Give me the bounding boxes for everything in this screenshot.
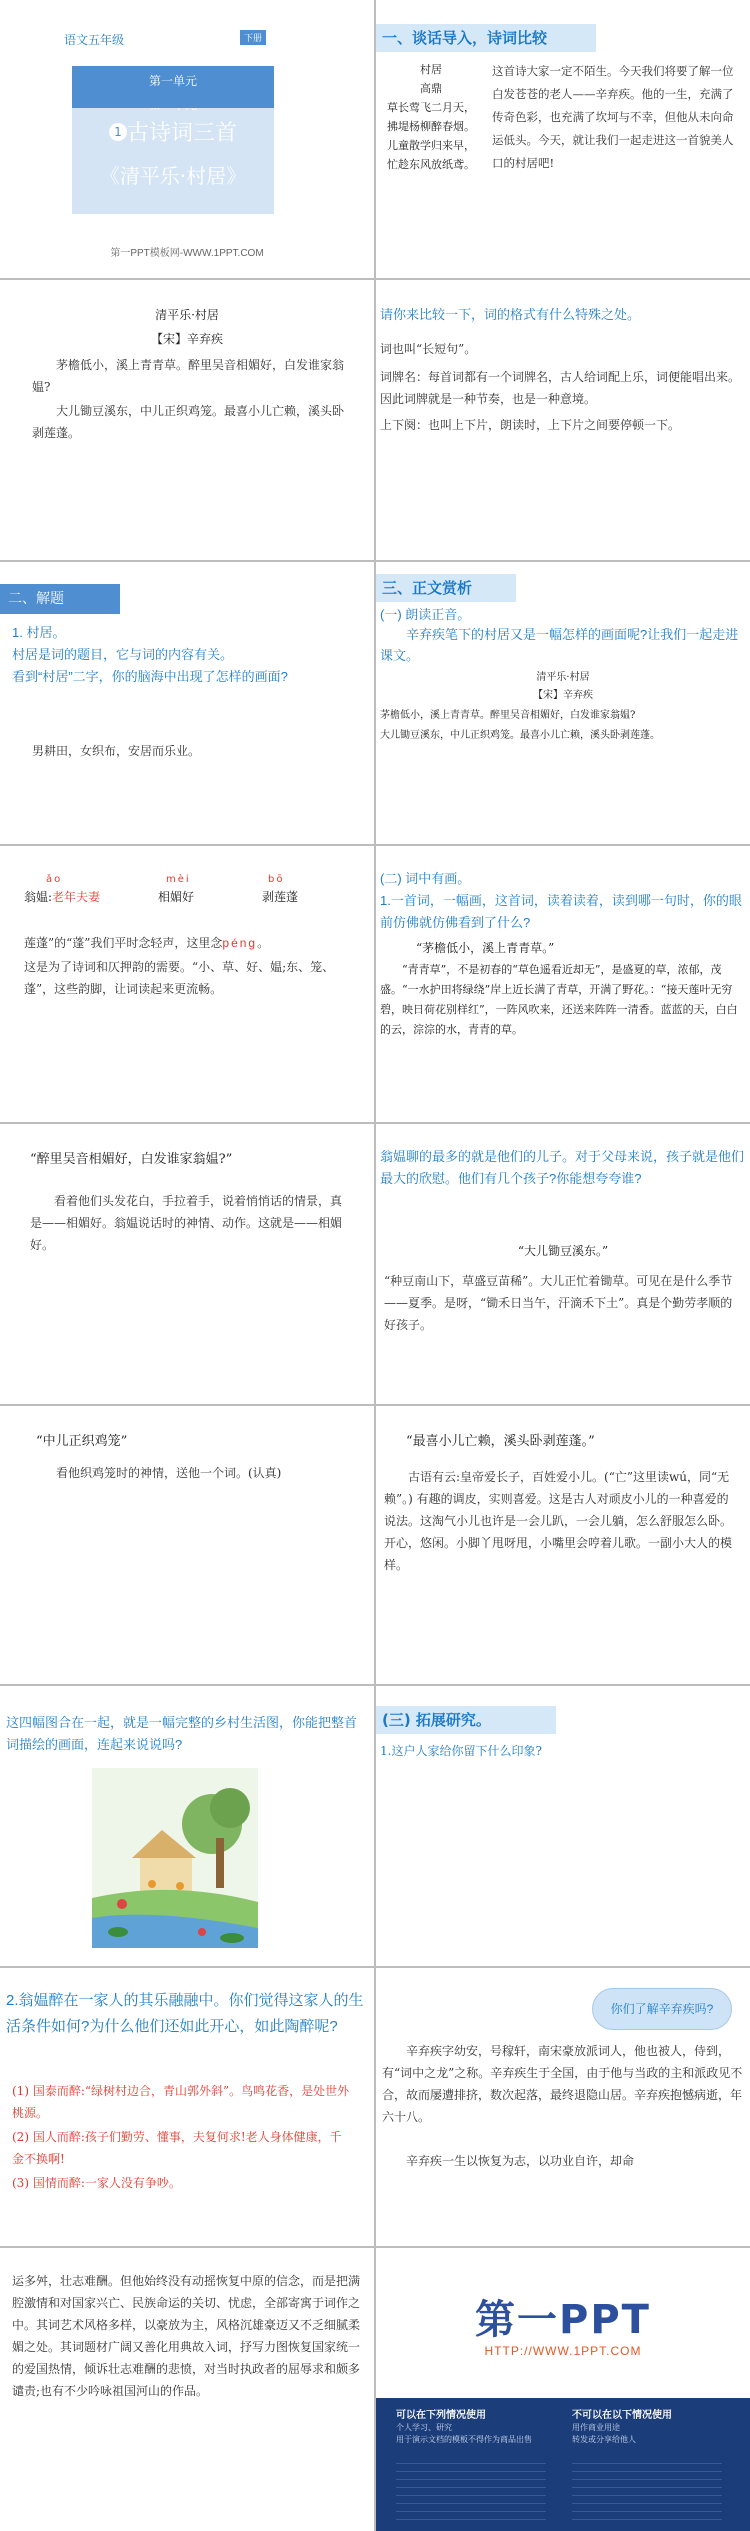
slide-author-cont <box>0 2248 374 2531</box>
slide-sons <box>376 1124 750 1404</box>
rhyme-explain: 这是为了诗词和仄押韵的需要。“小、草、好、媪;东、笼、蓬”，这些韵脚，让词读起来更流畅。 <box>24 960 335 996</box>
author-text-2: 辛弃疾一生以恢复为志，以功业自许，却命 <box>406 2154 635 2168</box>
slide-reading <box>376 562 750 844</box>
link-list-right <box>572 2456 722 2520</box>
youngest-text: 古语有云:皇帝爱长子，百姓爱小儿。(“亡”这里读wú，同“无赖”。) 有趣的调皮，实则喜爱。这是古人对顽皮小儿的一种喜爱的说法。这淘气小儿也许是一会儿趴，一会儿躺，怎么舒服怎么卧。开心，悠闲。小脚丫甩呀甩，小嘴里会哼着儿歌。一副小大人的模样。 <box>384 1470 733 1572</box>
elders-text: 看着他们头发花白，手拉着手，说着悄悄话的情景，真是——相媚好。翁媪说话时的神情、动作。这就是——相媚好。 <box>30 1194 343 1252</box>
license-cannot: 不可以在以下情况使用 <box>572 2410 672 2421</box>
link-list-left <box>396 2456 546 2520</box>
slide-youngest-son <box>376 1406 750 1684</box>
poem-title: 《清平乐·村居》 <box>99 164 247 188</box>
slide-extension <box>376 1686 750 1966</box>
lesson-title: 1 古诗词三首 <box>72 116 274 147</box>
sons-question: 翁媪聊的最多的就是他们的儿子。对于父母来说，孩子就是他们最大的欣慰。他们有几个孩子?你能想夸夸谁? <box>380 1149 745 1186</box>
poem-stanza-1: 茅檐低小，溪上青青草。醉里吴音相媚好，白发谁家翁媪? <box>380 710 636 721</box>
explain-question: 看到“村居”二字，你的脑海中出现了怎样的画面? <box>12 669 288 684</box>
sons-quote: “大儿锄豆溪东。” <box>517 1244 609 1258</box>
poem-line: 草长莺飞二月天， <box>387 101 475 114</box>
section-header: 二、解题 <box>0 584 120 614</box>
pinyin-bo: bō <box>268 874 285 885</box>
format-line: 词牌名：每首词都有一个词牌名，古人给词配上乐，词便能唱出来。因此词牌就是一种节奏，也是一种意境。 <box>380 370 741 406</box>
poem-author: 高鼎 <box>420 82 442 95</box>
imagery-question: 1.一首词，一幅画，这首词，读着读着，读到哪一句时，你的眼前仿佛就仿佛看到了什么? <box>380 893 742 930</box>
section-header: (三) 拓展研究。 <box>376 1706 556 1734</box>
slide-poem <box>0 280 374 560</box>
sons-text: “种豆南山下，草盛豆苗稀”。大儿正忙着锄草。可见在是什么季节——夏季。是呀，“锄禾日当午，汗滴禾下土”。真是个勤劳孝顺的好孩子。 <box>384 1274 733 1332</box>
lesson-number: 1 <box>109 123 127 141</box>
poem-stanza-2: 大儿锄豆溪东，中儿正织鸡笼。最喜小儿亡赖，溪头卧剥莲蓬。 <box>380 730 660 741</box>
slide-closing <box>376 2248 750 2531</box>
poem-line: 忙趁东风放纸鸢。 <box>387 158 475 171</box>
slide-reasons <box>0 1968 374 2246</box>
reason-1: (1) 国泰而醉:“绿树村边合，青山郭外斜”。鸟鸣花香，是处世外桃源。 <box>12 2084 350 2120</box>
rhyme-note: 莲蓬”的“蓬”我们平时念轻声，这里念pénɡ。 <box>24 936 270 950</box>
grade-label: 语文五年级 <box>64 33 125 47</box>
poem-line: 儿童散学归来早， <box>387 139 475 152</box>
pinyin-ao: ǎo <box>46 874 63 885</box>
slide-pinyin <box>0 846 374 1122</box>
middle-son-quote: “中儿正织鸡笼” <box>36 1434 128 1449</box>
imagery-text: “青青草”，不是初春的“草色遥看近却无”，是盛夏的草，浓郁，茂盛。“一水护田将绿绕”岸上近长满了青草，开满了野花。：“接天莲叶无穷碧，映日荷花别样红”，一阵风吹来，还送来阵阵一清香。蓝蓝的天，白白的云，淙淙的水，青青的草。 <box>380 963 738 1036</box>
poem-title: 清平乐·村居 <box>536 672 590 683</box>
slide-middle-son <box>0 1406 374 1684</box>
slide-title-explain <box>0 562 374 844</box>
explain-line: 村居是词的题目，它与词的内容有关。 <box>12 647 234 662</box>
sub-header: (一) 朗读正音。 <box>380 607 471 622</box>
extension-item: 1.这户人家给你留下什么印象? <box>380 1744 542 1758</box>
reason-3: (3) 国情而醉:一家人没有争吵。 <box>12 2176 181 2190</box>
slide-painting <box>0 1686 374 1966</box>
author-text: 辛弃疾字幼安，号稼轩，南宋豪放派词人，他也被人，侍到，有“词中之龙”之称。辛弃疾生于全国，由于他与当政的主和派政见不合，故而屡遭排挤，数次起落，最终退隐山居。辛弃疾抱憾病逝，年六十八。 <box>382 2044 743 2124</box>
license-can-2: 用于演示文档的模板不得作为商品出售 <box>396 2435 532 2444</box>
poem-block <box>376 60 486 174</box>
poem-author: 【宋】辛弃疾 <box>150 332 223 346</box>
author-text-cont: 运多舛，壮志难酬。但他始终没有动摇恢复中原的信念，而是把满腔激情和对国家兴亡、民族命运的关切、忧虑，全部寄寓于词作之中。其词艺术风格多样，以豪放为主，风格沉雄豪迈又不乏细腻柔媚之处。其词题材广阔又善化用典故入词，抒写力图恢复国家统一的爱国热情，倾诉壮志难酬的悲愤，对当时执政者的屈辱求和颇多谴责;也有不少吟咏祖国河山的作品。 <box>12 2274 361 2398</box>
poem-stanza-2: 大儿锄豆溪东，中儿正织鸡笼。最喜小儿亡赖，溪头卧剥莲蓬。 <box>32 404 345 440</box>
poem-stanza-1: 茅檐低小，溪上青青草。醉里吴音相媚好，白发谁家翁媪? <box>32 358 345 394</box>
painting-question: 这四幅图合在一起，就是一幅完整的乡村生活图，你能把整首词描绘的画面，连起来说说吗? <box>6 1715 358 1752</box>
word-ao: 翁媪:老年夫妻 <box>24 890 101 904</box>
reasons-question: 2.翁媪醉在一家人的其乐融融中。你们觉得这家人的生活条件如何?为什么他们还如此开心，如此陶醉呢? <box>6 1992 364 2035</box>
license-no-1: 用作商业用途 <box>572 2423 620 2432</box>
volume-badge: 下册 <box>240 30 266 45</box>
reason-2: (2) 国人而醉:孩子们勤劳、懂事，夫复何求!老人身体健康，千金不换啊! <box>12 2130 342 2166</box>
section-header: 三、正文赏析 <box>376 574 516 602</box>
license-no-2: 转发或分享给他人 <box>572 2435 636 2444</box>
license-can-1: 个人学习、研究 <box>396 2423 452 2432</box>
poem-title: 清平乐·村居 <box>155 308 219 322</box>
brand-logo: 第一PPT <box>475 2297 651 2343</box>
slide-author <box>376 1968 750 2246</box>
slide-intro <box>376 0 750 278</box>
word-bo: 剥莲蓬 <box>262 890 299 904</box>
pinyin-mei: mèi <box>166 874 191 885</box>
slide-elders <box>0 1124 374 1404</box>
slide-format <box>376 280 750 560</box>
explain-answer: 男耕田，女织布，安居而乐业。 <box>32 744 201 758</box>
poem-title: 村居 <box>420 63 442 76</box>
section-header: 一、谈话导入，诗词比较 <box>376 24 596 52</box>
middle-son-text: 看他织鸡笼时的神情，送他一个词。(认真) <box>56 1466 282 1480</box>
brand-url: HTTP://WWW.1PPT.COM <box>484 2344 642 2358</box>
license-can: 可以在下列情况使用 <box>396 2410 486 2421</box>
format-line: 上下阕：也叫上下片，朗读时，上下片之间要停顿一下。 <box>380 418 681 432</box>
poem-author: 【宋】辛弃疾 <box>533 690 593 701</box>
item-label: 1. 村居。 <box>12 625 66 640</box>
reading-question: 辛弃疾笔下的村居又是一幅怎样的画面呢?让我们一起走进课文。 <box>380 627 739 663</box>
sub-header: (二) 词中有画。 <box>380 871 471 886</box>
village-painting <box>92 1768 258 1948</box>
intro-text: 这首诗大家一定不陌生。今天我们将要了解一位白发苍苍的老人——辛弃疾。他的一生，充满了传奇色彩，也充满了坎坷与不幸，但他从未向命运低头。今天，就让我们一起走进这一首貌美人口的村居吧! <box>492 64 734 170</box>
slide-imagery <box>376 846 750 1122</box>
youngest-quote: “最喜小儿亡赖，溪头卧剥莲蓬。” <box>406 1434 595 1449</box>
elders-quote: “醉里吴音相媚好，白发谁家翁媪?” <box>30 1152 233 1167</box>
unit-label-top: 第一单元 <box>148 74 197 88</box>
watermark: 第一PPT模板网-WWW.1PPT.COM <box>110 248 264 259</box>
poem-line: 拂堤杨柳醉春烟。 <box>387 120 475 133</box>
format-line: 词也叫“长短句”。 <box>380 342 477 356</box>
slide-title <box>0 0 374 278</box>
format-question: 请你来比较一下，词的格式有什么特殊之处。 <box>380 307 641 322</box>
author-bubble: 你们了解辛弃疾吗? <box>610 2002 714 2016</box>
word-mei: 相媚好 <box>158 890 195 904</box>
imagery-quote: “茅檐低小，溪上青青草。” <box>416 941 555 955</box>
